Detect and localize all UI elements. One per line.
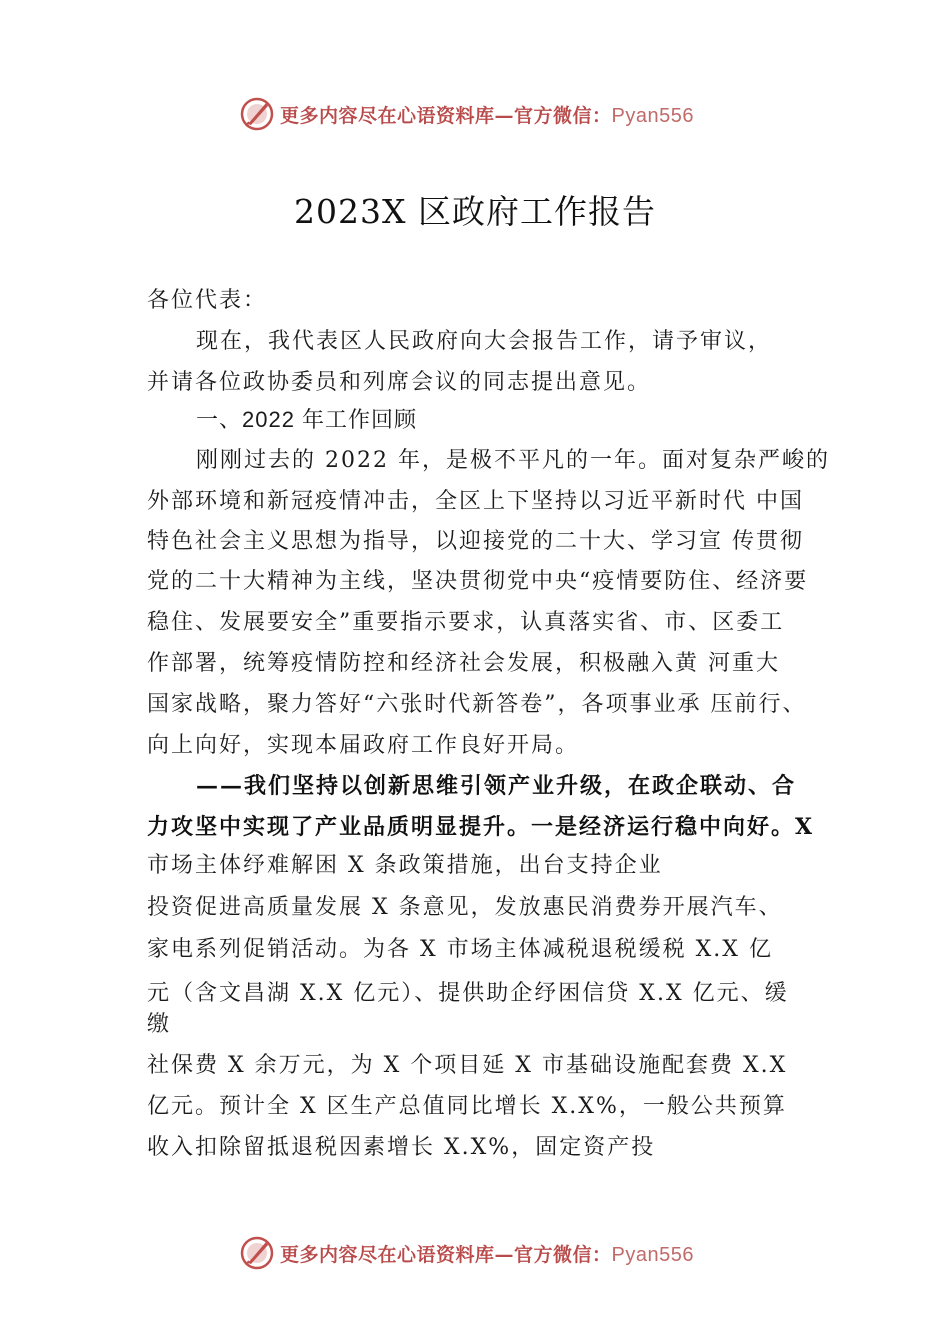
section-heading: 一、2022 年工作回顾 [196,407,418,432]
watermark-handle: Pyan556 [611,1243,694,1266]
paragraph-line: 稳住、发展要安全”重要指示要求，认真落实省、市、区委工 [147,610,785,635]
paragraph-line: 元（含文昌湖 X.X 亿元）、提供助企纾困信贷 X.X 亿元、缓 [147,981,789,1006]
paragraph-line: 现在，我代表区人民政府向大会报告工作，请予审议， [196,329,773,354]
paragraph-line: 投资促进高质量发展 X 条意见，发放惠民消费券开展汽车、 [147,895,783,920]
paragraph-line: 外部环境和新冠疫情冲击，全区上下坚持以习近平新时代 中国 [147,489,804,514]
paragraph-line: 市场主体纾难解困 X 条政策措施，出台支持企业 [147,853,663,878]
paragraph-line: 缴 [147,1012,172,1037]
bold-paragraph-line: 力攻坚中实现了产业品质明显提升。一是经济运行稳中向好。X [147,814,815,840]
bold-paragraph-line: ——我们坚持以创新思维引领产业升级，在政企联动、合 [196,773,797,799]
paragraph-line: 向上向好，实现本届政府工作良好开局。 [147,733,580,758]
paragraph-line: 党的二十大精神为主线，坚决贯彻党中央“疫情要防住、经济要 [147,569,809,594]
paragraph-line: 社保费 X 余万元，为 X 个项目延 X 市基础设施配套费 X.X [147,1053,788,1078]
watermark-handle: Pyan556 [611,104,694,127]
paragraph-line: 收入扣除留抵退税因素增长 X.X%，固定资产投 [147,1135,656,1160]
quill-logo-icon [240,97,274,131]
watermark-banner-top [240,94,694,134]
watermark-text: 更多内容尽在心语资料库—官方微信：Pyan556 [280,1243,694,1266]
paragraph-line: 作部署，统筹疫情防控和经济社会发展，积极融入黄 河重大 [147,651,780,676]
paragraph-line: 并请各位政协委员和列席会议的同志提出意见。 [147,370,652,395]
salutation: 各位代表： [147,288,268,313]
paragraph-line: 亿元。预计全 X 区生产总值同比增长 X.X%，一般公共预算 [147,1094,787,1119]
paragraph-line: 家电系列促销活动。为各 X 市场主体减税退税缓税 X.X 亿 [147,937,773,962]
quill-logo-icon [240,1236,274,1270]
paragraph-line: 特色社会主义思想为指导，以迎接党的二十大、学习宣 传贯彻 [147,529,804,554]
paragraph-line: 国家战略，聚力答好“六张时代新答卷”，各项事业承 压前行、 [147,692,807,717]
paragraph-line: 刚刚过去的 2022 年，是极不平凡的一年。面对复杂严峻的 [196,448,830,473]
watermark-text: 更多内容尽在心语资料库—官方微信：Pyan556 [280,104,694,127]
watermark-banner-bottom [240,1233,694,1273]
document-title: 2023X 区政府工作报告 [294,192,656,231]
